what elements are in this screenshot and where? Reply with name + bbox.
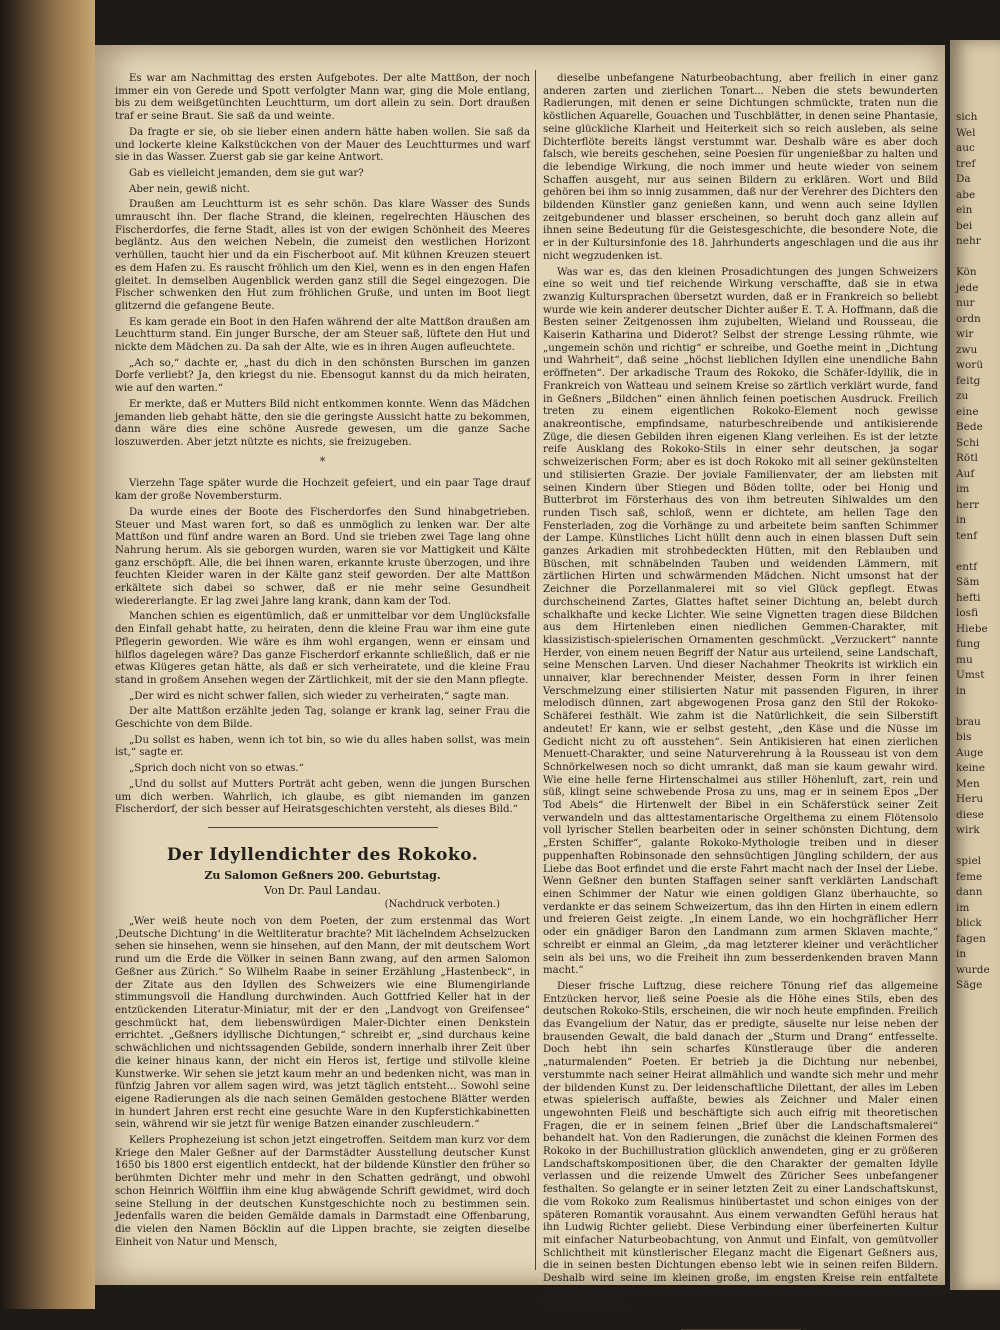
- facing-page-line: entf: [956, 560, 978, 573]
- facing-page-line: hefti: [956, 591, 981, 604]
- facing-page-line: sich: [956, 111, 978, 123]
- book-spine: [0, 0, 95, 1309]
- facing-page-line: jede: [956, 281, 979, 294]
- facing-page-line: [956, 699, 1000, 715]
- facing-page-line: abe: [956, 188, 976, 201]
- story-paragraph: Der alte Mattßon erzählte jeden Tag, solange er krank lag, seiner Frau die Geschichte von dem Bilde.: [115, 706, 530, 731]
- article-body-left: [115, 916, 530, 1249]
- facing-page-line: Auge: [956, 746, 984, 759]
- facing-page-line: feitg: [956, 374, 981, 387]
- column-rule: [535, 70, 536, 1270]
- story-paragraph: Da wurde eines der Boote des Fischerdorfes den Sund hinabgetrieben. Steuer und Mast waren fort, so daß es unmöglich zu lenken war. Der alte Mattßon und fünf andre waren an Bord. Und sie trieben zwei Tage lang ohne Nahrung herum. Als sie geborgen wurden, waren sie vor Mattigkeit und Kälte ganz erschöpft. Alle, die bei ihnen waren, erkannte kruste überzogen, und ihre feuchten Kleider waren in der Kälte ganz steif geworden. Der alte Mattßon erkältete sich dabei so schwer, daß er nie mehr seine Gesundheit wiedererlangte. Er lag zwei Jahre lang krank, dann kam der Tod.: [115, 506, 530, 607]
- facing-page-line: in: [956, 948, 967, 960]
- facing-page-line: bei: [956, 219, 973, 232]
- story-paragraph: Vierzehn Tage später wurde die Hochzeit gefeiert, und ein paar Tage drauf kam der große Novembersturm.: [115, 478, 530, 503]
- facing-page-line: Wel: [956, 126, 976, 139]
- facing-page-line: spiel: [956, 855, 982, 867]
- facing-page-line: herr: [956, 498, 980, 511]
- story-paragraph: „Sprich doch nicht von so etwas.“: [129, 763, 304, 775]
- facing-page-line: losfi: [956, 607, 979, 619]
- facing-page-line: wirk: [956, 824, 980, 836]
- right-column: [543, 73, 938, 1330]
- story-paragraph: Aber nein, gewiß nicht.: [129, 183, 250, 195]
- article-body-right: [543, 73, 938, 1311]
- article-title: Der Idyllendichter des Rokoko.: [166, 844, 479, 865]
- facing-page-line: worü: [956, 359, 984, 371]
- facing-page-line: [956, 544, 1000, 560]
- section-separator: *: [319, 454, 326, 468]
- facing-page-line: Säm: [956, 576, 980, 588]
- story-epilogue: [115, 478, 530, 817]
- facing-page-line: fung: [956, 638, 981, 650]
- story-paragraph: Da fragte er sie, ob sie lieber einen andern hätte haben wollen. Sie saß da und lockerte kleine Kalkstückchen von der Mauer des Leuchtturmes und warf sie in das Wasser. Zuerst gab sie gar keine Antwort.: [115, 126, 530, 164]
- reprint-note: (Nachdruck verboten.): [384, 899, 500, 911]
- facing-page-line: nehr: [956, 235, 981, 247]
- facing-page-line: feme: [956, 870, 983, 883]
- story-paragraph: Er merkte, daß er Mutters Bild nicht entkommen konnte. Wenn das Mädchen jemanden lieb gehabt hätte, den sie die geringste Aussicht hatte zu bekommen, dann wäre dies eine schöne Ausrede gewesen, um die ganze Sache loszuwerden. Aber jetzt nützte es nichts, sie freizugeben.: [115, 398, 530, 448]
- article-paragraph: „Wer weiß heute noch von dem Poeten, der zum erstenmal das Wort ‚Deutsche Dichtung‘ in die Weltliteratur brachte? Mit lächelndem Achselzucken sehen sie hinsehen, wenn sie hinsehen, auf den Mann, der mit deutschem Wort rund um die Erde die Völker in seinen Bann zwang, auf den armen Salomon Geßner aus Zürich.“ So Wilhelm Raabe in seiner Erzählung „Hastenbeck“, in der Zitate aus den Idyllen des Schweizers wie eine Blumengirlande stimmungsvoll die Handlung durchwinden. Auch Gottfried Keller hat in der entzückenden Literatur-Miniatur, mit der er den „Landvogt von Greifensee“ geschmückt hat, dem liebenswürdigen Maler-Dichter einen Denkstein errichtet. „Geßners idyllische Dichtungen,“ schreibt er, „sind durchaus keine schwächlichen und nichtssagenden Gebilde, sondern innerhalb ihrer Zeit über die keiner hinaus kann, der nicht ein Heros ist, fertige und stilvolle kleine Kunstwerke. Wir sehen sie jetzt kaum mehr an und bedenken nicht, was man in fünfzig Jahren vor allem sagen wird, was jetzt täglich entsteht... Sowohl seine eigene Radierungen als die nach seinen Gemälden gestochene Blätter werden in hundert Jahren erst recht eine gesuchte Ware in den Kupferstichkabinetten sein, während wir sie jetzt für wenige Batzen einander zuschleudern.“: [115, 916, 530, 1131]
- facing-page-line: Bede: [956, 421, 983, 433]
- facing-page-line: Heru: [956, 793, 984, 805]
- facing-page-line: zwu: [956, 343, 978, 356]
- facing-page-line: mu: [956, 653, 973, 666]
- article-paragraph: Dieser frische Luftzug, diese reichere Tönung rief das allgemeine Entzücken hervor, ließ seine Poesie als die Höhe eines Stils, eben des deutschen Rokoko-Stils, erscheinen, die wir noch heute empfinden. Freilich das Evangelium der Natur, das er predigte, säuselte nur leise neben der brausenden Gewalt, die bald danach der „Sturm und Drang“ entfesselte. Doch hebt ihn sein scharfes Künstlerauge über die anderen „naturmalenden“ Poeten. Er betrieb ja die Dichtung nur nebenbei, verstummte nach seiner Heirat allmählich und wandte sich mehr und mehr der bildenden Kunst zu. Der leidenschaftliche Dilettant, der alles im Leben etwas spielerisch auffaßte, bewies als Zeichner und Maler einen ungewohnten Fleiß und beschäftigte sich auch eifrig mit theoretischen Fragen, die er in seinem feinen „Brief über die Landschaftsmalerei“ behandelt hat. Von den Radierungen, die zunächst die kleinen Formen des Rokoko in der Buchillustration glücklich anwendeten, ging er zu größeren Landschaftskompositionen über, die den Charakter der gemalten Idylle verlassen und die reizende Umwelt des Züricher Sees unbefangener festhalten. So gelangte er in seiner letzten Zeit zu einer Landschaftskunst, die vom Rokoko zum Realismus hinübertastet und schon einiges von der späteren Romantik vorausahnt. Aus einem verwandten Gefühl heraus hat ihn Ludwig Richter geliebt. Diese Verbindung einer überfeinerten Kultur mit einfacher Naturbeobachtung, von Anmut und Einfalt, von gemütvoller Schlichtheit mit künstlerischer Eleganz macht die Eigenart Geßners aus, die in seinen besten Dichtungen ebenso lebt wie in seinen reifen Bildern. Deshalb wird seine im kleinen große, im engsten Kreise rein entfaltete Schöpfung als eine liebliche Insel im Reich deutscher Kunst stets ihre Verehrer finden.: [543, 980, 938, 1310]
- facing-page-line: zu: [956, 390, 969, 402]
- newspaper-page: [95, 45, 945, 1310]
- facing-page-line: dann: [956, 886, 983, 898]
- facing-page-line: tenf: [956, 529, 978, 542]
- facing-page-line: ein: [956, 204, 973, 216]
- facing-page-line: wir: [956, 328, 974, 340]
- facing-page-line: eine: [956, 405, 979, 418]
- facing-page-line: [956, 250, 1000, 266]
- facing-page-line: fagen: [956, 932, 986, 945]
- facing-page-line: tref: [956, 157, 976, 170]
- facing-page-line: bis: [956, 731, 972, 743]
- story-paragraph: „Du sollst es haben, wenn ich tot bin, so wie du alles haben sollst, was mein ist,“ sagte er.: [115, 734, 530, 759]
- facing-page-line: wurde: [956, 963, 990, 976]
- story-paragraph: „Der wird es nicht schwer fallen, sich wieder zu verheiraten,“ sagte man.: [129, 690, 510, 702]
- facing-page-line: in: [956, 514, 967, 526]
- facing-page-line: auc: [956, 142, 975, 154]
- article-paragraph: dieselbe unbefangene Naturbeobachtung, aber freilich in einer ganz anderen zarten und zierlichen Tonart... Neben die stets bewunderten Radierungen, mit denen er seine Dichtungen schmückte, traten nun die köstlichen Aquarelle, Gouachen und Tuschblätter, in denen seine Phantasie, seine glückliche Klarheit und Heiterkeit sich so reich ausleben, als seine Dichterflöte bereits längst verstummt war. Deshalb wäre es aber doch falsch, wie bereits geschehen, seine Poesien für ungenießbar zu halten und die lebendige Wirkung, die noch immer und heute wieder von seinem Schaffen ausgeht, nur aus seinen Bildern zu erklären. Wort und Bild gehören bei ihm so innig zusammen, daß nur der Verehrer des Dichters den bildenden Künstler ganz genießen kann, und wenn auch seine Idyllen zeitgebundener und blasser erscheinen, so beruht doch ganz allein auf ihnen seine Bedeutung für die Geistesgeschichte, die besondere Note, die er in der Kultursinfonie des 18. Jahrhunderts angeschlagen und die aus ihr nicht wegzudenken ist.: [543, 73, 938, 262]
- facing-page-line: Rötl: [956, 452, 978, 464]
- facing-page-line: keine: [956, 762, 985, 774]
- story-conclusion: [115, 73, 530, 450]
- story-paragraph: Manchen schien es eigentümlich, daß er unmittelbar vor dem Unglücksfalle den Einfall gehabt hatte, zu heiraten, denn die kleine Frau war ihm eine gute Pflegerin geworden. Wie wäre es ihm wohl ergangen, wenn er einsam und hilflos dagelegen wäre? Das ganze Fischerdorf erkannte schließlich, daß er nie etwas Klügeres getan hätte, als daß er sich verheiratete, und die kleine Frau stand in großem Ansehen wegen der Zärtlichkeit, mit der sie den Mann pflegte.: [115, 611, 530, 686]
- story-paragraph: Es kam gerade ein Boot in den Hafen während der alte Mattßon draußen am Leuchtturm stand. Ein junger Bursche, der am Steuer saß, lüftete den Hut und nickte dem Mädchen zu. Da sah der Alte, wie es in ihren Augen aufleuchtete.: [115, 316, 530, 354]
- facing-page-line: Umst: [956, 669, 985, 681]
- facing-page-line: diese: [956, 808, 984, 821]
- story-paragraph: Draußen am Leuchtturm ist es sehr schön. Das klare Wasser des Sunds umrauscht ihn. Der flache Strand, die kleinen, regelrechten Häuschen des Fischerdorfes, die ferne Stadt, alles ist von der ewigen Schönheit des Meeres begläntz. Aus den weichen Nebeln, die zumeist den westlichen Horizont verhüllen, taucht hier und da ein Fischerboot auf. Mit kühnen Kreuzen steuert es dem Hafen zu. Es rauscht fröhlich um den Kiel, wenn es in den engen Hafen gleitet. In demselben Augenblick werden ganz still die Segel eingezogen. Die Fischer schwenken den Hut zum fröhlichen Gruße, und unten im Boot liegt glitzernd die gefangene Beute.: [115, 199, 530, 312]
- article-subtitle: Zu Salomon Geßners 200. Geburtstag.: [204, 868, 441, 882]
- facing-page-edge: [950, 40, 1000, 1290]
- facing-page-line: Hiebe: [956, 622, 988, 635]
- article-author: Von Dr. Paul Landau.: [264, 883, 381, 897]
- title-divider: [208, 827, 438, 828]
- article-paragraph: Kellers Prophezeiung ist schon jetzt eingetroffen. Seitdem man kurz vor dem Kriege den Maler Geßner auf der Darmstädter Ausstellung deutscher Kunst 1650 bis 1800 erst eigentlich entdeckt, hat der bildende Künstler den früher so berühmten Dichter mehr und mehr in den Schatten gedrängt, und obwohl schon Heinrich Wölfflin ihm eine klug abwägende Schrift gewidmet, wird doch seine Stellung in der deutschen Kunstgeschichte noch zu bestimmen sein. Jedenfalls waren die beiden Gemälde damals in Darmstadt eine Offenbarung, die vielen den Namen Böcklin auf die Lippen brachte, sie zeigten dieselbe Einheit von Natur und Mensch,: [115, 1135, 530, 1248]
- story-paragraph: Gab es vielleicht jemanden, dem sie gut war?: [129, 167, 364, 179]
- facing-page-line: Auf: [956, 467, 975, 480]
- article-paragraph: Was war es, das den kleinen Prosadichtungen des jungen Schweizers eine so weit und tief reichende Wirkung verschaffte, daß sie in etwa zwanzig Kultursprachen übersetzt wurden, daß er in Frankreich so beliebt wurde wie kein anderer deutscher Dichter außer E. T. A. Hoffmann, daß die Besten seiner Zeitgenossen ihm zujubelten, Wieland und Rousseau, die Kaiserin Katharina und Diderot? Selbst der strenge Lessing rühmte, wie „ungemein schön und richtig“ er schreibe, und Goethe meint in „Dichtung und Wahrheit“, daß seine „höchst lieblichen Idyllen eine unendliche Bahn eröffneten“. Der arkadische Traum des Rokoko, die Schäfer-Idyllik, die in Frankreich von Watteau und seinem Kreise so zärtlich verklärt wurde, fand in Geßners „Bildchen“ einen ähnlich feinen poetischen Ausdruck. Freilich treten zu einem eigentlichen Rokoko-Element noch gewisse anakreontische, empfindsame, naturbeschreibende und antikisierende Züge, die diesen Gebilden ihren eigenen Klang verleihen. Es ist der letzte reife Ausklang des Rokoko-Stils in einer sehr deutschen, ja sogar schweizerischen Form; aber es ist doch Rokoko mit all seiner gekünstelten und stilisierten Grazie. Der joviale Familienvater, der am liebsten mit seinen Kindern über Stiegen und Böden tollte, oder bei Honig und Butterbrot im Försterhaus des von ihm betreuten Sihlwaldes um den runden Tisch saß, schloß, wenn er dichtete, am hellen Tage den Fensterladen, zog die Vorhänge zu und arbeitete beim sanften Schimmer der Lampe. Künstliches Licht hüllt denn auch in einen blassen Duft sein ganzes Arkadien mit strohbedeckten Hütten, mit den Reblauben und Büschen, mit schnäbelnden Tauben und weidenden Lämmern, mit zärtlichen Hirten und schwärmenden Mädchen. Nicht umsonst hat der Zeichner die Porzellanmalerei mit so viel Glück gepflegt. Etwas durchscheinend Zartes, Glattes haftet seiner Dichtung an, belebt durch schalkhafte und kecke Lichter. Wie seine Vignetten tragen diese Bildchen aus dem Hirtenleben einen niedlichen Gemmen-Charakter, mit klassizistisch-spielerischen Ornamenten geschmückt. „Verzuckert“ nannte Herder, von einem neuen Begriff der Natur aus urteilend, seine Landschaft, seine Menschen Larven. Und dieser Nachahmer Theokrits ist wirklich ein unnaiver, klar berechnender Meister, dessen Form in ihrer feinen Verschmelzung einer stilisierten Natur mit passenden Figuren, in ihrer melodisch dünnen, zart abgewogenen Prosa ganz den Stil der Rokoko-Schäferei festhält. Wie zahm ist die Natürlichkeit, die sein Silberstift andeutet! Er kann, wie er selbst gesteht, „den Käse und die Nüsse im Gedicht nicht zu oft ausstehen“. Sein Antikisieren hat einen zierlichen Menuett-Charakter, und seine Naturverehrung à la Rousseau ist von dem Schnörkelwesen noch so dicht umrankt, daß man sie kaum gewahr wird. Wie eine helle ferne Hirtenschalmei aus stiller Höhenluft, zart, rein und süß, klingt seine schwebende Prosa zu uns, mag er in seinem Epos „Der Tod Abels“ die Hirtenwelt der Bibel in ein Schäferstück seiner Zeit verwandeln und das alttestamentarische Orgelthema zu einem Flötensolo voll lyrischer Stellen bearbeiten oder in seiner schönsten Dichtung, dem „Ersten Schiffer“, galante Rokoko-Mythologie treiben und in dieser puppenhaften Robinsonade den sehnsüchtigen Jüngling schildern, der aus Liebe das Boot erfindet und die erste Fahrt macht nach der Insel der Liebe. Wenn Geßner den bunten Staffagen seiner sanft verklärten Landschaft einen Schimmer der Natur wie einen goldigen Glanz überhauchte, so verdankte er das seinem Schweizertum, das ihn den Hirten in einem edlern und freieren Geist zeigte. „In einem Lande, wo ein hochgräflicher Herr oder ein gnädiger Baron den Landmann zum armen Sklaven machte,“ schreibt er einmal an Gleim, „da mag letzterer kleiner und verächtlicher sein als bei uns, wo die Freiheit ihn zum besserdenkenden braven Mann macht.“: [543, 266, 938, 977]
- facing-page-line: im: [956, 483, 970, 495]
- facing-page-line: in: [956, 684, 967, 697]
- story-paragraph: Es war am Nachmittag des ersten Aufgebotes. Der alte Mattßon, der noch immer ein von Gerede und Spott verfolgter Mann war, ging die Mole entlang, bis zu dem weißgetünchten Leuchtturm, um dort allein zu sein. Dort draußen traf er seine Braut. Sie saß da und weinte.: [115, 73, 530, 123]
- facing-page-line: Da: [956, 173, 971, 185]
- story-paragraph: „Und du sollst auf Mutters Porträt acht geben, wenn die jungen Burschen um dich werben. Wahrlich, ich glaube, es gibt niemanden im ganzen Fischerdorf, der sich besser auf Heiratsgeschichten versteht, als dieses Bild.“: [115, 778, 530, 816]
- facing-page-line: [956, 839, 1000, 855]
- facing-page-line: brau: [956, 715, 981, 728]
- facing-page-line: Kön: [956, 266, 977, 278]
- facing-page-line: blick: [956, 917, 982, 929]
- facing-page-line: Säge: [956, 979, 983, 991]
- facing-page-line: Schi: [956, 436, 980, 449]
- facing-page-line: ordn: [956, 312, 981, 325]
- left-column: [115, 73, 530, 1252]
- facing-page-line: im: [956, 901, 970, 914]
- facing-page-line: Men: [956, 777, 980, 790]
- story-paragraph: „Ach so,“ dachte er, „hast du dich in den schönsten Burschen im ganzen Dorfe verliebt? Ja, den kriegst du nie. Ebensogut kannst du da mich heiraten, wie auf den warten.“: [115, 357, 530, 395]
- facing-page-text: [950, 40, 1000, 994]
- facing-page-line: nur: [956, 297, 975, 309]
